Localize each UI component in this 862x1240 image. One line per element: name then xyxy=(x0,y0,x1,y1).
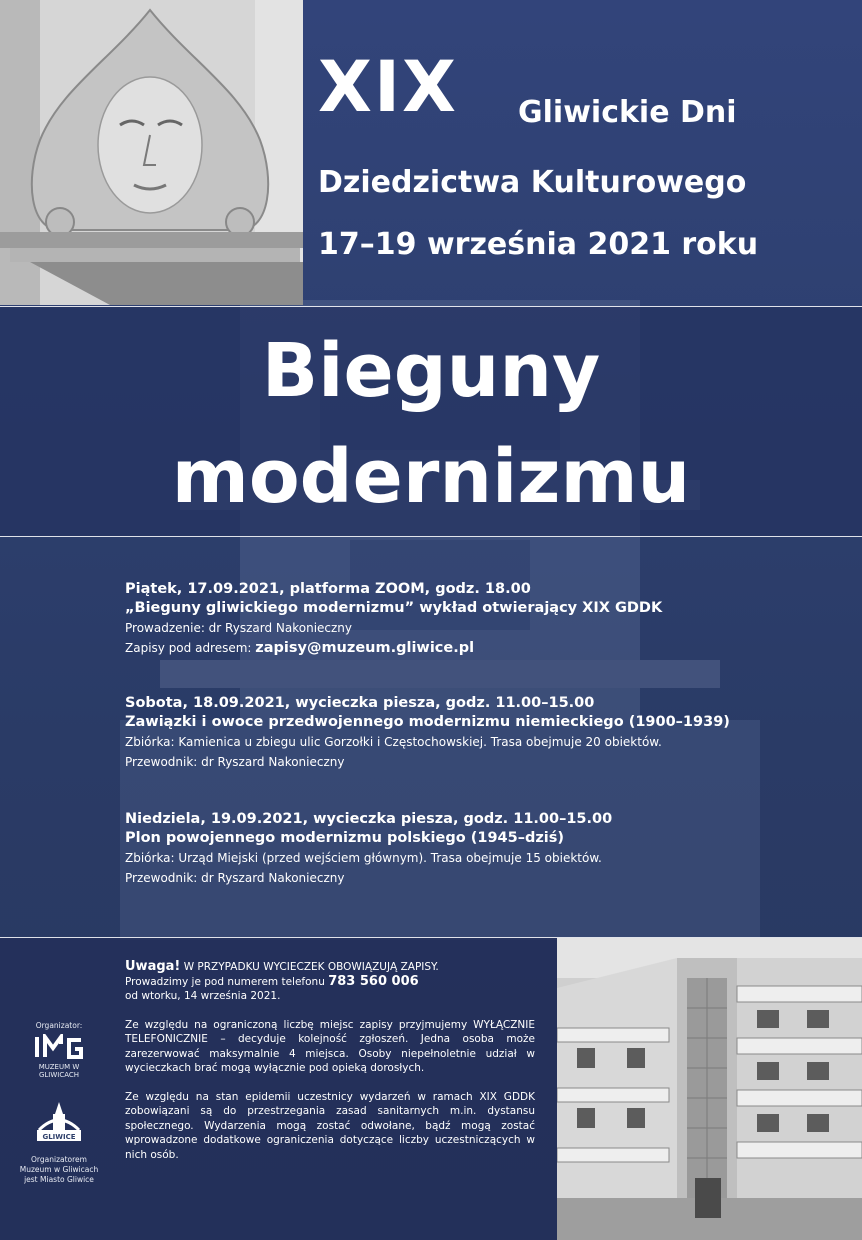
museum-logo-icon xyxy=(31,1034,87,1060)
event-dates: 17–19 września 2021 roku xyxy=(318,227,759,262)
divider-line xyxy=(0,536,862,537)
event-guide: Przewodnik: dr Ryszard Nakonieczny xyxy=(125,871,345,885)
event-guide: Przewodnik: dr Ryszard Nakonieczny xyxy=(125,755,345,769)
organizer-label: Organizator: xyxy=(35,1021,83,1030)
event-heading: Sobota, 18.09.2021, wycieczka piesza, godz. 11.00–15.00 xyxy=(125,695,595,711)
city-logo xyxy=(0,1100,118,1185)
city-note: Organizatorem Muzeum w Gliwicach jest Miasto Gliwice xyxy=(19,1155,99,1184)
notice-warning-rest: W PRZYPADKU WYCIECZEK OBOWIĄZUJĄ ZAPISY. xyxy=(180,961,439,973)
notice-phone: 783 560 006 xyxy=(328,973,419,989)
event-name-line-2: Dziedzictwa Kulturowego xyxy=(318,165,747,200)
museum-logo-text: MUZEUM W GLIWICACH xyxy=(38,1063,80,1079)
event-sunday xyxy=(125,810,785,888)
sculpture-face-photo xyxy=(0,0,303,305)
event-meeting-point: Zbiórka: Urząd Miejski (przed wejściem głównym). Trasa obejmuje 15 obiektów. xyxy=(125,851,602,865)
event-saturday xyxy=(125,694,785,772)
event-registration xyxy=(125,638,785,658)
main-title-line-2: modernizmu xyxy=(171,434,691,520)
registration-label: Zapisy pod adresem: xyxy=(125,641,256,655)
main-title-line-1: Bieguny xyxy=(261,328,601,414)
apartment-building-photo xyxy=(557,938,862,1240)
event-meeting-point: Zbiórka: Kamienica u zbiegu ulic Gorzołki i Częstochowskiej. Trasa obejmuje 20 obiektów. xyxy=(125,735,662,749)
event-subtitle: Zawiązki i owoce przedwojennego modernizmu niemieckiego (1900–1939) xyxy=(125,714,730,730)
notice-phone-pre: Prowadzimy je pod numerem telefonu xyxy=(125,975,329,988)
event-host: Prowadzenie: dr Ryszard Nakonieczny xyxy=(125,621,353,635)
notice-paragraph-3: Ze względu na stan epidemii uczestnicy wydarzeń w ramach XIX GDDK zobowiązani są do przestrzegania zasad sanitarnych m.in. dystansu społecznego. Wydarzenia mogą zostać odwołane, bądź mogą zostać wprowadzone dodatkowe ograniczenia dotyczące liczby uczestniczących w nich osób. xyxy=(125,1090,535,1161)
registration-email: zapisy@muzeum.gliwice.pl xyxy=(255,640,475,656)
notice-warning: Uwaga! xyxy=(125,959,181,974)
event-subtitle: Plon powojennego modernizmu polskiego (1945–dziś) xyxy=(125,830,565,846)
event-name-line-1: Gliwickie Dni xyxy=(518,95,737,130)
event-heading: Piątek, 17.09.2021, platforma ZOOM, godz. 18.00 xyxy=(125,581,531,597)
notice-text xyxy=(125,960,535,1176)
city-crest-icon xyxy=(33,1100,85,1146)
event-heading: Niedziela, 19.09.2021, wycieczka piesza, godz. 11.00–15.00 xyxy=(125,811,613,827)
city-logo-text: GLIWICE xyxy=(42,1133,76,1141)
event-friday xyxy=(125,580,785,658)
notice-paragraph-2: Ze względu na ograniczoną liczbę miejsc zapisy przyjmujemy WYŁĄCZNIE TELEFONICZNIE – decyduje kolejność zgłoszeń. Jedna osoba może zarezerwować maksymalnie 4 miejsca. Osoby niepełnoletnie udział w wycieczkach brać mogą wyłącznie pod opieką dorosłych. xyxy=(125,1018,535,1074)
notice-phone-post: od wtorku, 14 września 2021. xyxy=(125,990,281,1002)
museum-logo xyxy=(0,1034,118,1079)
edition-number: XIX xyxy=(318,46,458,128)
event-subtitle: „Bieguny gliwickiego modernizmu” wykład otwierający XIX GDDK xyxy=(125,600,663,616)
